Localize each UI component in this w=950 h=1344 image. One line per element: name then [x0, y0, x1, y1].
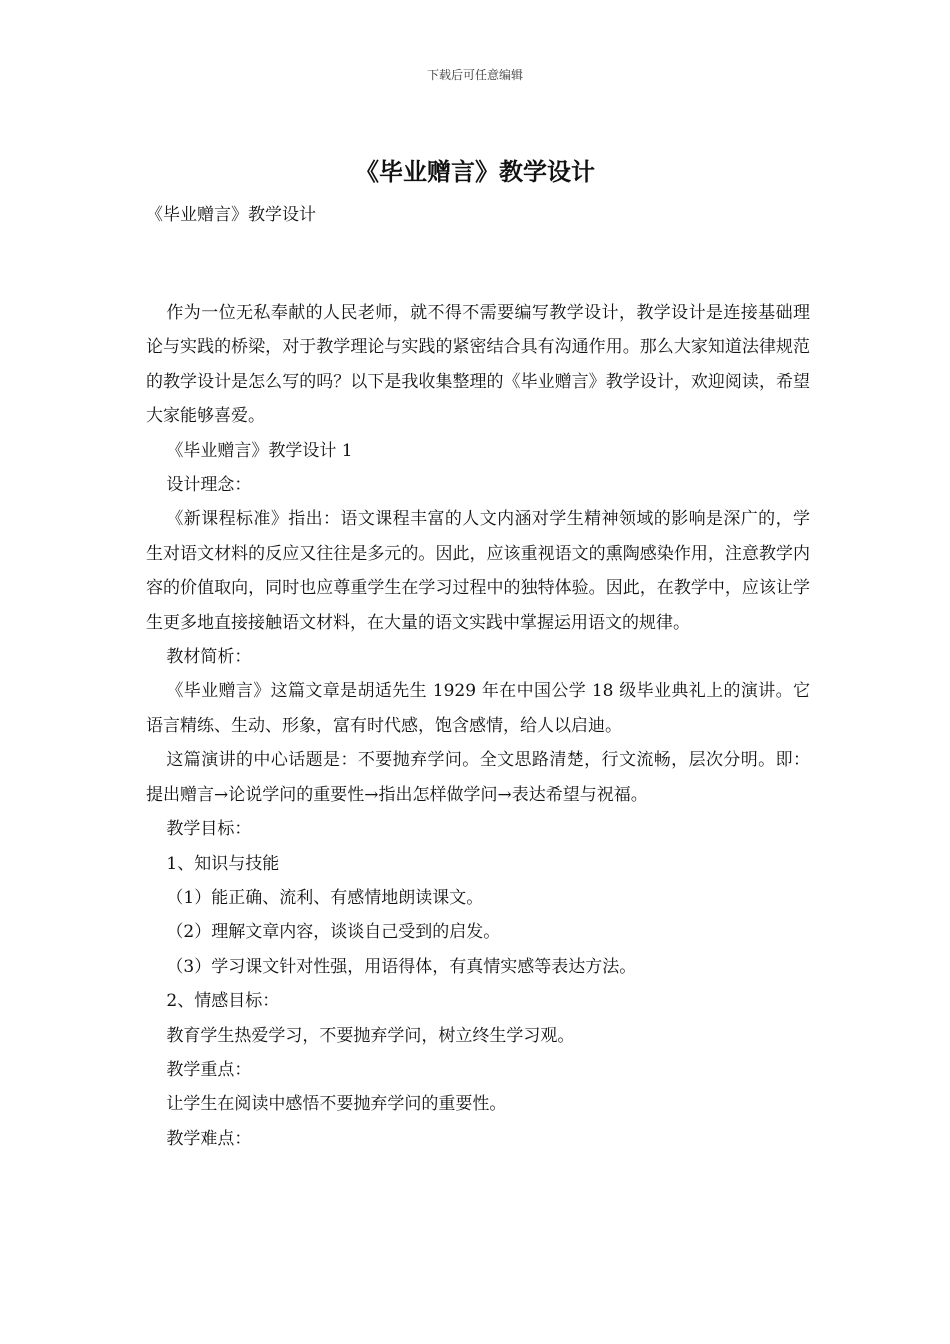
- section-heading: 《毕业赠言》教学设计 1: [166, 440, 353, 461]
- page-header-note: 下载后可任意编辑: [426, 68, 523, 82]
- document-subtitle: 《毕业赠言》教学设计: [146, 205, 316, 225]
- section-label: 教材简析：: [166, 647, 252, 668]
- list-item: 1、知识与技能: [166, 853, 280, 874]
- document-title: 《毕业赠言》教学设计: [355, 158, 595, 186]
- paragraph: 《新课程标准》指出：语文课程丰富的人文内涵对学生精神领域的影响是深广的，学生对语文材料的反应又往往是多元的。因此，应该重视语文的熏陶感染作用，注意教学内容的价值取向，同时也应尊重学生在学习过程中的独特体验。因此，在教学中，应该让学生更多地直接接触语文材料，在大量的语文实践中掌握运用语文的规律。: [146, 509, 810, 633]
- intro-paragraph: 作为一位无私奉献的人民老师，就不得不需要编写教学设计，教学设计是连接基础理论与实践的桥梁，对于教学理论与实践的紧密结合具有沟通作用。那么大家知道法律规范的教学设计是怎么写的吗？以下是我收集整理的《毕业赠言》教学设计，欢迎阅读，希望大家能够喜爱。: [146, 303, 810, 427]
- paragraph: 这篇演讲的中心话题是：不要抛弃学问。全文思路清楚，行文流畅，层次分明。即：提出赠言→论说学问的重要性→指出怎样做学问→表达希望与祝福。: [146, 750, 810, 805]
- list-item: 2、情感目标：: [166, 991, 280, 1012]
- section-label: 教学目标：: [166, 819, 252, 840]
- list-item: （3）学习课文针对性强，用语得体，有真情实感等表达方法。: [166, 956, 637, 977]
- paragraph: 《毕业赠言》这篇文章是胡适先生 1929 年在中国公学 18 级毕业典礼上的演讲。它语言精练、生动、形象，富有时代感，饱含感情，给人以启迪。: [146, 681, 810, 736]
- section-label: 教学难点：: [166, 1128, 252, 1149]
- paragraph: 教育学生热爱学习，不要抛弃学问，树立终生学习观。: [166, 1025, 575, 1046]
- paragraph: 让学生在阅读中感悟不要抛弃学问的重要性。: [166, 1094, 507, 1115]
- section-label: 设计理念：: [166, 475, 252, 496]
- document-body: [146, 296, 810, 1156]
- list-item: （2）理解文章内容，谈谈自己受到的启发。: [166, 922, 501, 943]
- section-label: 教学重点：: [166, 1059, 252, 1080]
- list-item: （1）能正确、流利、有感情地朗读课文。: [166, 887, 484, 908]
